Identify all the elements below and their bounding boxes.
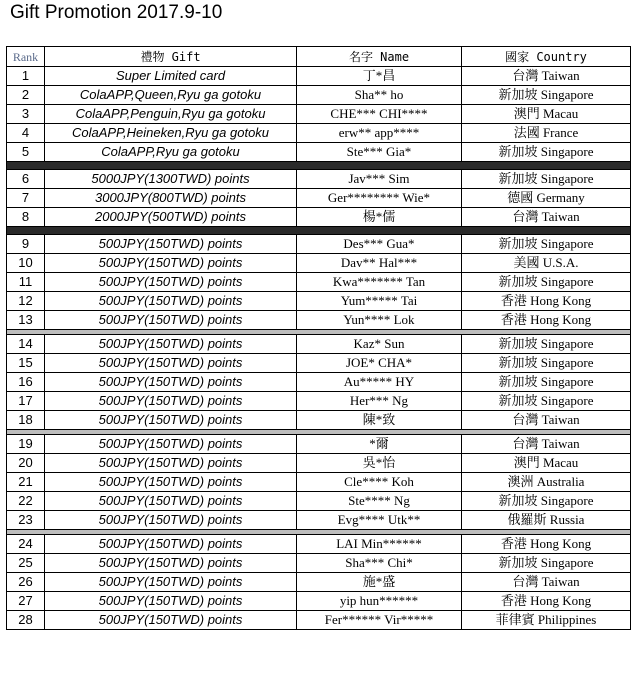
table-row (7, 611, 631, 630)
table-row (7, 373, 631, 392)
table-row (7, 273, 631, 292)
table-header-row (7, 47, 631, 67)
rank-cell: 13 (7, 311, 45, 330)
table-row (7, 435, 631, 454)
name-cell: Ste**** Ng (297, 492, 462, 511)
group-separator (7, 227, 631, 235)
rank-cell: 24 (7, 535, 45, 554)
name-cell: Yum***** Tai (297, 292, 462, 311)
table-row (7, 535, 631, 554)
country-cell: 香港 Hong Kong (462, 292, 631, 311)
rank-cell: 27 (7, 592, 45, 611)
rank-cell: 26 (7, 573, 45, 592)
name-cell: yip hun****** (297, 592, 462, 611)
country-cell: 新加坡 Singapore (462, 354, 631, 373)
country-cell: 新加坡 Singapore (462, 170, 631, 189)
table-row (7, 511, 631, 530)
table-row (7, 86, 631, 105)
gift-cell: 500JPY(150TWD) points (45, 592, 297, 611)
name-cell: JOE* CHA* (297, 354, 462, 373)
name-cell: Kaz* Sun (297, 335, 462, 354)
rank-cell: 17 (7, 392, 45, 411)
gift-cell: 500JPY(150TWD) points (45, 611, 297, 630)
gift-cell: ColaAPP,Heineken,Ryu ga gotoku (45, 124, 297, 143)
gift-cell: 500JPY(150TWD) points (45, 273, 297, 292)
name-cell: erw** app**** (297, 124, 462, 143)
gift-cell: 500JPY(150TWD) points (45, 373, 297, 392)
country-cell: 台灣 Taiwan (462, 573, 631, 592)
name-cell: Yun**** Lok (297, 311, 462, 330)
gift-cell: 500JPY(150TWD) points (45, 354, 297, 373)
name-cell: Sha** ho (297, 86, 462, 105)
table-row (7, 105, 631, 124)
separator-bar (7, 162, 631, 170)
table-row (7, 124, 631, 143)
rank-cell: 16 (7, 373, 45, 392)
gift-cell: 500JPY(150TWD) points (45, 473, 297, 492)
country-cell: 新加坡 Singapore (462, 373, 631, 392)
name-cell: Ste*** Gia* (297, 143, 462, 162)
name-cell: Her*** Ng (297, 392, 462, 411)
name-cell: Au***** HY (297, 373, 462, 392)
rank-cell: 25 (7, 554, 45, 573)
gift-cell: 500JPY(150TWD) points (45, 392, 297, 411)
winners-table (6, 46, 631, 630)
country-cell: 新加坡 Singapore (462, 492, 631, 511)
gift-cell: 500JPY(150TWD) points (45, 554, 297, 573)
header-name: 名字 Name (297, 47, 462, 67)
rank-cell: 4 (7, 124, 45, 143)
gift-cell: 5000JPY(1300TWD) points (45, 170, 297, 189)
table-row (7, 411, 631, 430)
gift-cell: 500JPY(150TWD) points (45, 511, 297, 530)
rank-cell: 22 (7, 492, 45, 511)
name-cell: CHE*** CHI**** (297, 105, 462, 124)
gift-cell: 500JPY(150TWD) points (45, 254, 297, 273)
rank-cell: 14 (7, 335, 45, 354)
rank-cell: 11 (7, 273, 45, 292)
name-cell: 丁*昌 (297, 67, 462, 86)
name-cell: Cle**** Koh (297, 473, 462, 492)
separator-bar (7, 227, 631, 235)
table-row (7, 335, 631, 354)
rank-cell: 1 (7, 67, 45, 86)
country-cell: 台灣 Taiwan (462, 67, 631, 86)
country-cell: 新加坡 Singapore (462, 235, 631, 254)
gift-cell: 500JPY(150TWD) points (45, 235, 297, 254)
rank-cell: 3 (7, 105, 45, 124)
rank-cell: 8 (7, 208, 45, 227)
gift-cell: ColaAPP,Queen,Ryu ga gotoku (45, 86, 297, 105)
gift-cell: 500JPY(150TWD) points (45, 573, 297, 592)
country-cell: 台灣 Taiwan (462, 208, 631, 227)
table-row (7, 67, 631, 86)
rank-cell: 18 (7, 411, 45, 430)
name-cell: Des*** Gua* (297, 235, 462, 254)
page-title: Gift Promotion 2017.9-10 (10, 2, 223, 23)
header-country: 國家 Country (462, 47, 631, 67)
gift-cell: 2000JPY(500TWD) points (45, 208, 297, 227)
rank-cell: 20 (7, 454, 45, 473)
group-separator (7, 162, 631, 170)
country-cell: 台灣 Taiwan (462, 435, 631, 454)
name-cell: Ger******** Wie* (297, 189, 462, 208)
country-cell: 俄羅斯 Russia (462, 511, 631, 530)
country-cell: 新加坡 Singapore (462, 273, 631, 292)
country-cell: 菲律賓 Philippines (462, 611, 631, 630)
name-cell: Dav** Hal*** (297, 254, 462, 273)
country-cell: 澳門 Macau (462, 105, 631, 124)
table-row (7, 254, 631, 273)
rank-cell: 6 (7, 170, 45, 189)
gift-cell: ColaAPP,Ryu ga gotoku (45, 143, 297, 162)
rank-cell: 28 (7, 611, 45, 630)
name-cell: 吳*怡 (297, 454, 462, 473)
table-row (7, 554, 631, 573)
rank-cell: 9 (7, 235, 45, 254)
table-row (7, 454, 631, 473)
rank-cell: 21 (7, 473, 45, 492)
gift-cell: 500JPY(150TWD) points (45, 292, 297, 311)
table-row (7, 311, 631, 330)
name-cell: 施*盛 (297, 573, 462, 592)
table-row (7, 392, 631, 411)
gift-cell: 500JPY(150TWD) points (45, 492, 297, 511)
gift-cell: 500JPY(150TWD) points (45, 311, 297, 330)
country-cell: 新加坡 Singapore (462, 392, 631, 411)
country-cell: 新加坡 Singapore (462, 86, 631, 105)
country-cell: 新加坡 Singapore (462, 554, 631, 573)
gift-cell: 3000JPY(800TWD) points (45, 189, 297, 208)
country-cell: 香港 Hong Kong (462, 592, 631, 611)
name-cell: Kwa******* Tan (297, 273, 462, 292)
header-gift: 禮物 Gift (45, 47, 297, 67)
table-row (7, 189, 631, 208)
name-cell: 楊*儒 (297, 208, 462, 227)
table-row (7, 592, 631, 611)
country-cell: 新加坡 Singapore (462, 335, 631, 354)
rank-cell: 12 (7, 292, 45, 311)
rank-cell: 23 (7, 511, 45, 530)
country-cell: 德國 Germany (462, 189, 631, 208)
name-cell: Sha*** Chi* (297, 554, 462, 573)
rank-cell: 19 (7, 435, 45, 454)
table-row (7, 292, 631, 311)
table-row (7, 170, 631, 189)
gift-cell: 500JPY(150TWD) points (45, 335, 297, 354)
country-cell: 澳洲 Australia (462, 473, 631, 492)
gift-cell: 500JPY(150TWD) points (45, 435, 297, 454)
rank-cell: 2 (7, 86, 45, 105)
rank-cell: 7 (7, 189, 45, 208)
table-row (7, 492, 631, 511)
gift-cell: 500JPY(150TWD) points (45, 535, 297, 554)
country-cell: 法國 France (462, 124, 631, 143)
name-cell: Fer****** Vir***** (297, 611, 462, 630)
table-row (7, 208, 631, 227)
name-cell: LAI Min****** (297, 535, 462, 554)
name-cell: 陳*致 (297, 411, 462, 430)
gift-cell: Super Limited card (45, 67, 297, 86)
name-cell: *爾 (297, 435, 462, 454)
country-cell: 美國 U.S.A. (462, 254, 631, 273)
country-cell: 新加坡 Singapore (462, 143, 631, 162)
country-cell: 台灣 Taiwan (462, 411, 631, 430)
name-cell: Jav*** Sim (297, 170, 462, 189)
name-cell: Evg**** Utk** (297, 511, 462, 530)
table-row (7, 143, 631, 162)
table-row (7, 354, 631, 373)
table-row (7, 573, 631, 592)
rank-cell: 15 (7, 354, 45, 373)
rank-cell: 10 (7, 254, 45, 273)
rank-cell: 5 (7, 143, 45, 162)
country-cell: 澳門 Macau (462, 454, 631, 473)
gift-cell: ColaAPP,Penguin,Ryu ga gotoku (45, 105, 297, 124)
table-row (7, 235, 631, 254)
table-row (7, 473, 631, 492)
gift-cell: 500JPY(150TWD) points (45, 411, 297, 430)
header-rank: Rank (7, 47, 45, 67)
country-cell: 香港 Hong Kong (462, 535, 631, 554)
country-cell: 香港 Hong Kong (462, 311, 631, 330)
gift-cell: 500JPY(150TWD) points (45, 454, 297, 473)
